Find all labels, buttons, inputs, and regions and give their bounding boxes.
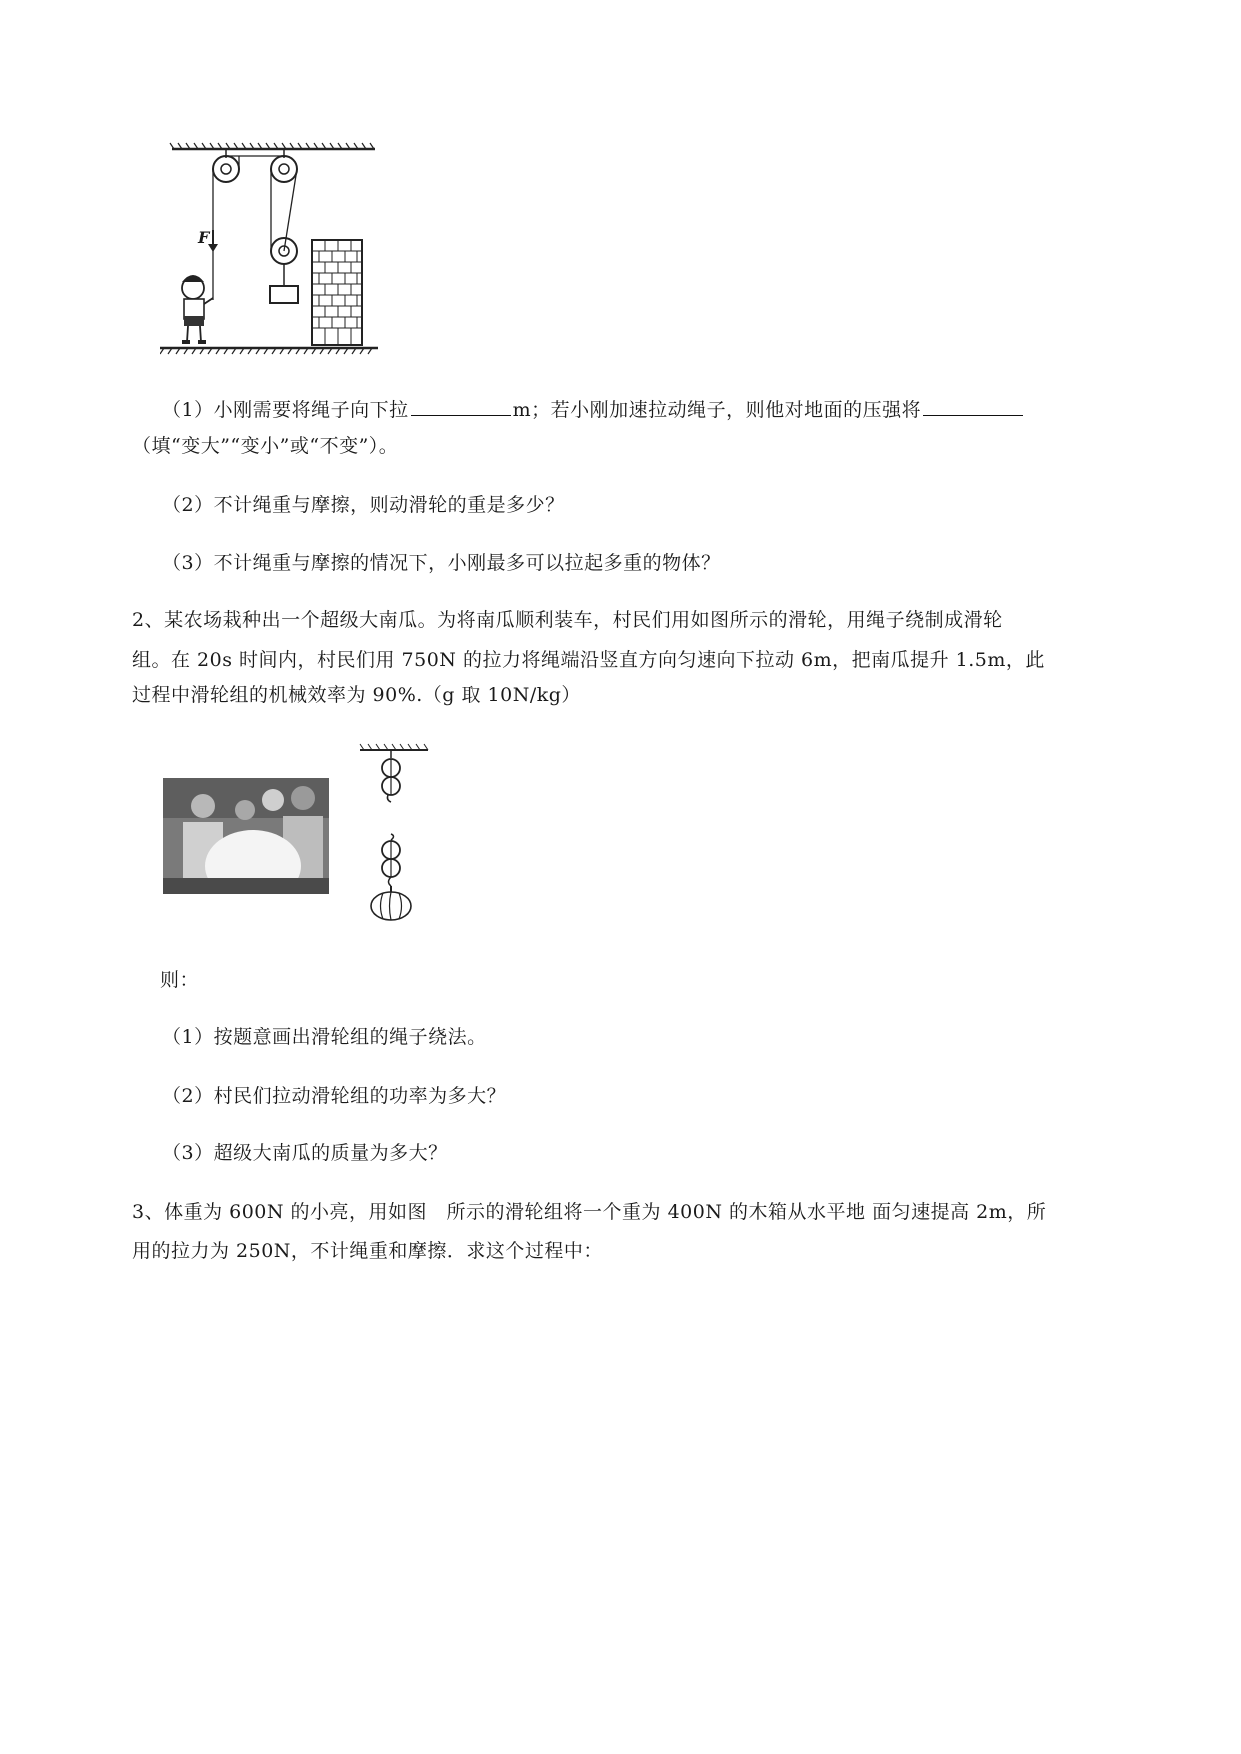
problem2-line2: 组。在 20s 时间内，村民们用 750N 的拉力将绳端沿竖直方向匀速向下拉动 6m，把南瓜提升 1.5m，此 — [132, 649, 1045, 671]
problem2-question1: （1）按题意画出滑轮组的绳子绕法。 — [162, 1026, 487, 1048]
pumpkin-photo — [163, 778, 329, 894]
pulley-figure-2 — [358, 742, 434, 926]
problem1-question3: （3）不计绳重与摩擦的情况下，小刚最多可以拉起多重的物体？ — [162, 552, 721, 574]
problem2-line1: 2、某农场栽种出一个超级大南瓜。为将南瓜顺利装车，村民们用如图所示的滑轮，用绳子绕制成滑轮 — [132, 609, 1003, 631]
problem2-question3: （3）超级大南瓜的质量为多大？ — [162, 1142, 448, 1164]
problem2-then: 则： — [160, 969, 200, 991]
problem1-question1-cont: （填“变大”“变小”或“不变”）。 — [132, 435, 399, 457]
q1-text-a: （1）小刚需要将绳子向下拉 — [162, 399, 409, 421]
problem3-line1: 3、体重为 600N 的小亮，用如图 所示的滑轮组将一个重为 400N 的木箱从水平地 面匀速提高 2m，所 — [132, 1201, 1047, 1223]
problem2-question2: （2）村民们拉动滑轮组的功率为多大？ — [162, 1085, 507, 1107]
answer-blank-1[interactable] — [411, 397, 511, 416]
answer-blank-2[interactable] — [923, 397, 1023, 416]
problem2-line3: 过程中滑轮组的机械效率为 90%.（g 取 10N/kg） — [132, 684, 581, 706]
problem1-question2: （2）不计绳重与摩擦，则动滑轮的重是多少？ — [162, 494, 565, 516]
force-label: F — [198, 228, 210, 247]
q1-text-b: m；若小刚加速拉动绳子，则他对地面的压强将 — [512, 399, 922, 421]
problem1-question1 — [162, 397, 1025, 423]
pulley-figure-1 — [160, 140, 385, 360]
problem3-line2: 用的拉力为 250N，不计绳重和摩擦．求这个过程中： — [132, 1240, 603, 1262]
